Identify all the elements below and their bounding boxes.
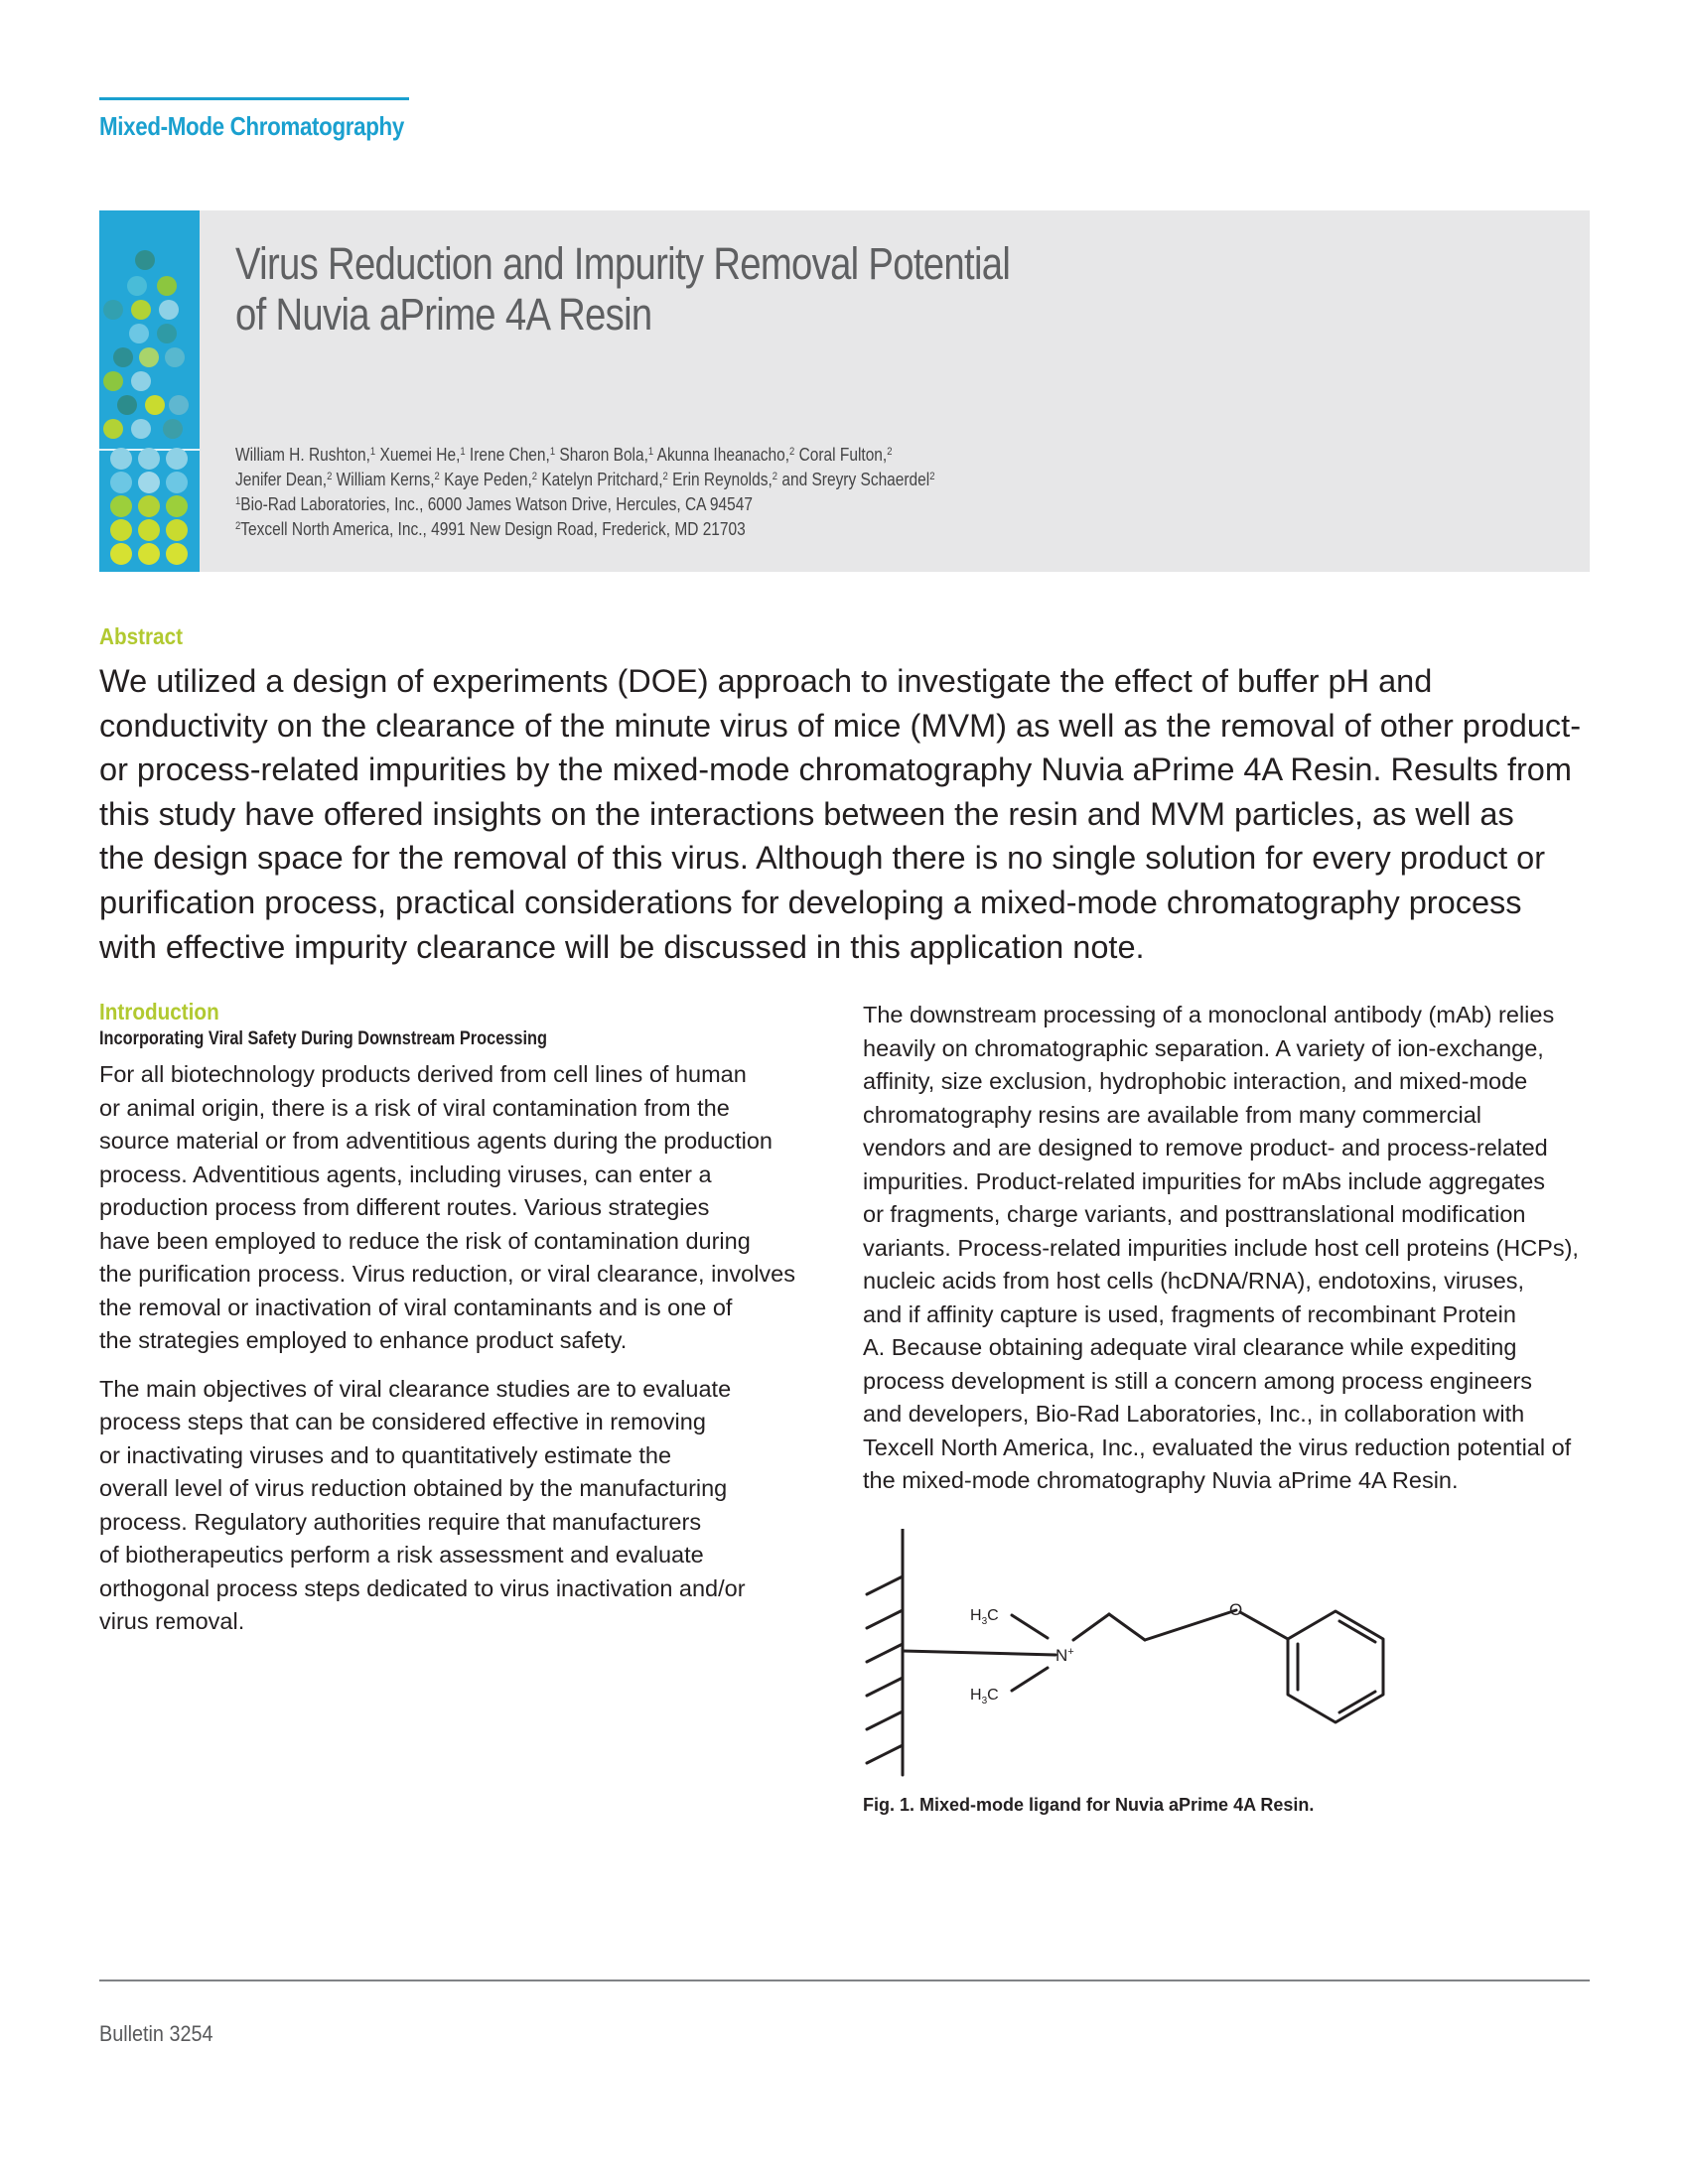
author-name: Irene Chen, (465, 445, 550, 465)
paragraph-line: variants. Process-related impurities include host cell proteins (HCPs), (863, 1234, 1579, 1261)
author-name: Sharon Bola, (555, 445, 648, 465)
oxygen-label: O (1229, 1600, 1243, 1619)
paragraph-line: virus removal. (99, 1608, 245, 1634)
affiliation-marker: 2 (887, 446, 893, 458)
methyl-bond-bottom (1012, 1668, 1048, 1691)
hatch-line (867, 1644, 903, 1662)
affiliation-marker: 2 (662, 471, 668, 482)
author-line (235, 443, 1004, 468)
benzene-ring (1288, 1611, 1383, 1722)
affiliation-marker: 2 (327, 471, 333, 482)
paragraph-line: the purification process. Virus reduction, or viral clearance, involves (99, 1261, 795, 1287)
abstract-line: with effective impurity clearance will be discussed in this application note. (99, 928, 1145, 965)
chain-bond-2 (1109, 1614, 1145, 1640)
paragraph-line: or animal origin, there is a risk of viral contamination from the (99, 1094, 730, 1121)
author-name: and Sreyry Schaerdel (777, 470, 930, 489)
paragraph-line: source material or from adventitious agents during the production (99, 1128, 773, 1154)
abstract-line: We utilized a design of experiments (DOE) approach to investigate the effect of buffer pH and (99, 663, 1433, 699)
paragraph-line: heavily on chromatographic separation. A variety of ion-exchange, (863, 1034, 1544, 1061)
author-name: Xuemei He, (375, 445, 461, 465)
methyl-bond-top (1012, 1615, 1048, 1638)
paragraph-line: process. Regulatory authorities require that manufacturers (99, 1508, 702, 1535)
author-block (235, 443, 1004, 542)
paragraph-line: Texcell North America, Inc., evaluated the virus reduction potential of (863, 1433, 1572, 1460)
paragraph-line: process. Adventitious agents, including viruses, can enter a (99, 1160, 712, 1187)
affiliation-line (235, 492, 1004, 517)
paragraph-line: chromatography resins are available from many commercial (863, 1101, 1481, 1128)
figure-caption: Fig. 1. Mixed-mode ligand for Nuvia aPrime 4A Resin. (863, 1795, 1315, 1815)
affiliation-marker: 2 (434, 471, 440, 482)
intro-paragraph-1 (99, 1058, 834, 1358)
methyl-label-bottom: $H_3C$ (970, 1687, 999, 1706)
paragraph-line: or inactivating viruses and to quantitatively estimate the (99, 1441, 672, 1468)
author-name: William H. Rushton, (235, 445, 370, 465)
author-line (235, 468, 1004, 492)
affiliation-marker: 1 (369, 446, 376, 458)
hatch-line (867, 1610, 903, 1628)
header-rule (99, 97, 409, 100)
paragraph-line: the removal or inactivation of viral contaminants and is one of (99, 1294, 733, 1320)
paragraph-line: and if affinity capture is used, fragments of recombinant Protein (863, 1300, 1516, 1327)
abstract-line: the design space for the removal of this virus. Although there is no single solution for every product or (99, 840, 1546, 877)
introduction-heading: Introduction (99, 999, 219, 1024)
intro-paragraph-3 (863, 999, 1598, 1498)
nitrogen-label: N+ (1055, 1646, 1074, 1665)
author-name: William Kerns, (332, 470, 435, 489)
affiliation-number: 2 (235, 520, 241, 532)
dot-pattern-graphic (99, 210, 200, 572)
author-name: Kaye Peden, (439, 470, 532, 489)
author-name: Akunna Iheanacho, (653, 445, 790, 465)
affiliation-marker: 2 (929, 471, 935, 482)
paragraph-line: of biotherapeutics perform a risk assessment and evaluate (99, 1542, 704, 1568)
paragraph-line: vendors and are designed to remove product- and process-related (863, 1135, 1548, 1160)
title-line: Virus Reduction and Impurity Removal Potential (235, 238, 1011, 289)
paragraph-line: nucleic acids from host cells (hcDNA/RNA), endotoxins, viruses, (863, 1268, 1525, 1294)
paragraph-line: have been employed to reduce the risk of contamination during (99, 1227, 751, 1254)
author-name: Coral Fulton, (794, 445, 888, 465)
chain-bond-1 (1073, 1614, 1109, 1640)
ligand-structure-diagram (863, 1529, 1419, 1777)
author-name: Katelyn Pritchard, (537, 470, 663, 489)
paragraph-line: process steps that can be considered effective in removing (99, 1409, 706, 1434)
section-label: Mixed-Mode Chromatography (99, 111, 404, 141)
linker-bond (903, 1651, 1055, 1655)
abstract-line: or process-related impurities by the mixed-mode chromatography Nuvia aPrime 4A Resin. Results from (99, 751, 1572, 788)
abstract-heading: Abstract (99, 623, 183, 649)
paragraph-line: production process from different routes. Various strategies (99, 1194, 710, 1220)
paragraph-line: For all biotechnology products derived from cell lines of human (99, 1061, 747, 1087)
introduction-subheading: Incorporating Viral Safety During Downstream Processing (99, 1028, 547, 1049)
methyl-label-top: $H_3C$ (970, 1607, 999, 1627)
paragraph-line: and developers, Bio-Rad Laboratories, Inc., in collaboration with (863, 1401, 1525, 1427)
paragraph-line: The downstream processing of a monoclonal antibody (mAb) relies (863, 1002, 1555, 1027)
ether-bond (1240, 1612, 1288, 1639)
footer-rule (99, 1979, 1590, 1981)
affiliation-marker: 2 (531, 471, 538, 482)
affiliation-line (235, 517, 1004, 542)
affiliation-text: Texcell North America, Inc., 4991 New Design Road, Frederick, MD 21703 (240, 519, 746, 539)
intro-paragraph-2 (99, 1373, 834, 1639)
left-column (99, 999, 834, 1639)
affiliation-marker: 2 (772, 471, 778, 482)
abstract-line: this study have offered insights on the interactions between the resin and MVM particles, as well as (99, 795, 1514, 832)
affiliation-marker: 1 (460, 446, 466, 458)
bulletin-number: Bulletin 3254 (99, 2021, 213, 2046)
title-line: of Nuvia aPrime 4A Resin (235, 289, 652, 340)
decorative-dot-strip (99, 210, 200, 572)
hatch-line (867, 1678, 903, 1696)
abstract-line: purification process, practical considerations for developing a mixed-mode chromatography process (99, 884, 1522, 920)
ligand-structure-figure (863, 1529, 1419, 1777)
paragraph-line: the strategies employed to enhance product safety. (99, 1327, 628, 1353)
abstract-line: conductivity on the clearance of the minute virus of mice (MVM) as well as the removal of other product- (99, 707, 1582, 744)
affiliation-marker: 1 (549, 446, 556, 458)
paragraph-line: The main objectives of viral clearance studies are to evaluate (99, 1375, 732, 1402)
author-name: Erin Reynolds, (667, 470, 773, 489)
abstract-body (99, 659, 1618, 969)
paragraph-line: process development is still a concern among process engineers (863, 1367, 1533, 1394)
affiliation-number: 1 (235, 495, 241, 507)
document-title (235, 238, 1011, 340)
paragraph-line: orthogonal process steps dedicated to virus inactivation and/or (99, 1574, 746, 1601)
hatch-line (867, 1745, 903, 1763)
paragraph-line: overall level of virus reduction obtained by the manufacturing (99, 1475, 728, 1501)
affiliation-marker: 2 (789, 446, 795, 458)
affiliation-text: Bio-Rad Laboratories, Inc., 6000 James Watson Drive, Hercules, CA 94547 (240, 494, 753, 514)
paragraph-line: impurities. Product-related impurities for mAbs include aggregates (863, 1167, 1546, 1194)
paragraph-line: affinity, size exclusion, hydrophobic interaction, and mixed-mode (863, 1068, 1528, 1094)
paragraph-line: or fragments, charge variants, and posttranslational modification (863, 1201, 1526, 1227)
affiliation-marker: 1 (647, 446, 654, 458)
hatch-line (867, 1711, 903, 1729)
paragraph-line: A. Because obtaining adequate viral clearance while expediting (863, 1334, 1517, 1360)
hatch-line (867, 1576, 903, 1594)
author-name: Jenifer Dean, (235, 470, 328, 489)
paragraph-line: the mixed-mode chromatography Nuvia aPrime 4A Resin. (863, 1467, 1459, 1493)
right-column (863, 999, 1598, 1498)
chain-bond-3 (1145, 1610, 1236, 1640)
